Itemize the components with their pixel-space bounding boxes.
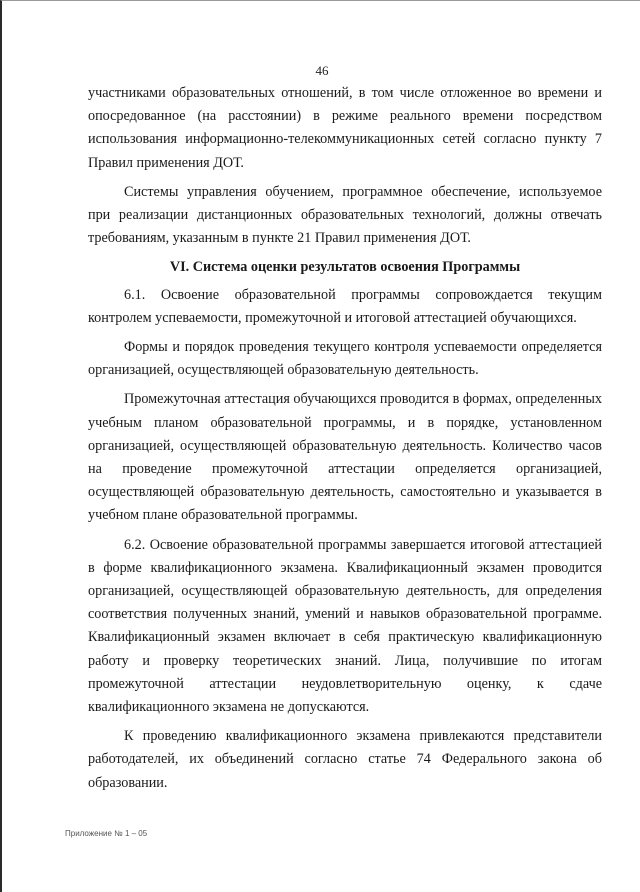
section-heading: VI. Система оценки результатов освоения Программы — [169, 259, 521, 276]
paragraph-intermediate-attestation: Промежуточная аттестация обучающихся проводится в формах, определенных учебным планом образовательной программы, и в порядке, установленном организацией, осуществляющей образовательную деятельность. Количество часов на проведение промежуточной аттестации определяется организацией, осуществляющей образовательную деятельность, самостоятельно и указывается в учебном плане образовательной программы. — [88, 391, 602, 524]
paragraph-lms-requirements: Системы управления обучением, программное обеспечение, используемое при реализации дистанционных образовательных технологий, должны отвечать требованиям, указанным в пункте 21 Правил применения ДОТ. — [88, 183, 602, 247]
paragraph-continuation: участниками образовательных отношений, в том числе отложенное во времени и опосредованное (на расстоянии) в режиме реального времени посредством использования информационно-телекоммуникационных сетей согласно пункту 7 Правил применения ДОТ. — [88, 85, 602, 171]
paragraph-6-2: 6.2. Освоение образовательной программы завершается итоговой аттестацией в форме квалификационного экзамена. Квалификационный экзамен проводится организацией, осуществляющей образовательную деятельность, для определения соответствия полученных знаний, умений и навыков образовательной программе. Квалификационный экзамен включает в себя практическую квалификационную работу и проверку теоретических знаний. Лица, получившие по итогам промежуточной аттестации неудовлетворительную оценку, к сдаче квалификационного экзамена не допускаются. — [88, 536, 602, 716]
paragraph-current-control: Формы и порядок проведения текущего контроля успеваемости определяется организацией, осуществляющей образовательную деятельность. — [88, 339, 602, 379]
paragraph-6-1: 6.1. Освоение образовательной программы сопровождается текущим контролем успеваемости, промежуточной и итоговой аттестацией обучающихся. — [88, 286, 602, 326]
document-body — [88, 82, 602, 801]
page-footer: Приложение № 1 – 05 — [65, 829, 148, 838]
paragraph-employers: К проведению квалификационного экзамена привлекаются представители работодателей, их объединений согласно статье 74 Федерального закона об образовании. — [88, 728, 602, 791]
page-number: 46 — [315, 63, 329, 78]
